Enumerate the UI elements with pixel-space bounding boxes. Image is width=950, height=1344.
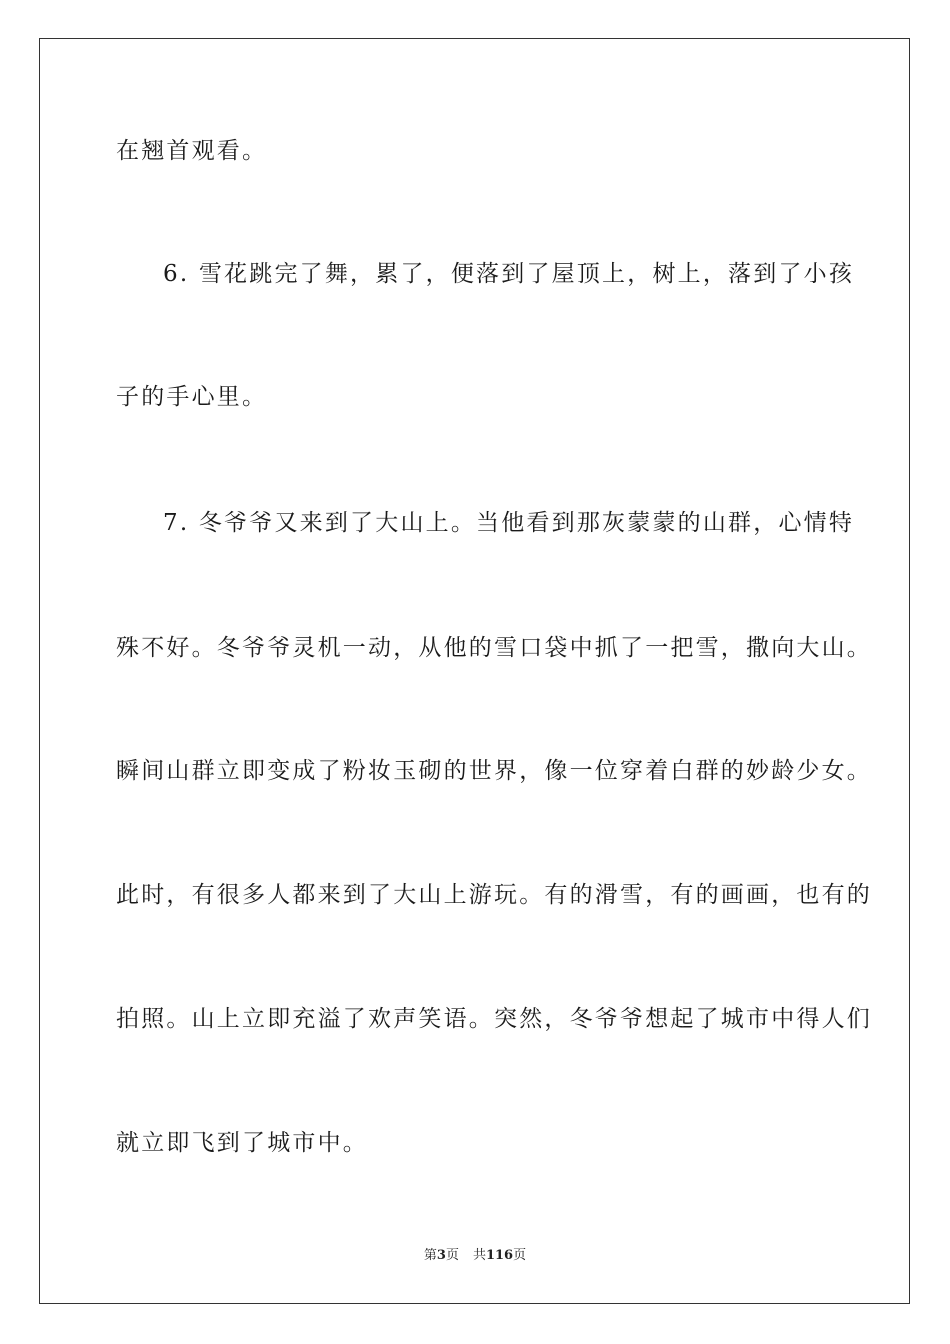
paragraph-line-2: 6. 雪花跳完了舞，累了，便落到了屋顶上，树上，落到了小孩	[163, 261, 855, 287]
total-pages: 116	[485, 1248, 514, 1263]
page-number: 3	[436, 1248, 446, 1263]
paragraph-line-1: 在翘首观看。	[116, 138, 268, 164]
paragraph-line-3: 子的手心里。	[116, 384, 268, 410]
paragraph-line-8: 拍照。山上立即充溢了欢声笑语。突然，冬爷爷想起了城市中得人们	[116, 1006, 872, 1032]
paragraph-line-9: 就立即飞到了城市中。	[116, 1130, 368, 1156]
page-prefix: 第	[423, 1248, 437, 1263]
page-footer	[0, 1247, 950, 1265]
page-border	[39, 38, 910, 1304]
total-prefix: 共	[472, 1248, 486, 1263]
total-suffix: 页	[513, 1248, 527, 1263]
paragraph-line-6: 瞬间山群立即变成了粉妆玉砌的世界，像一位穿着白群的妙龄少女。	[116, 758, 872, 784]
paragraph-line-5: 殊不好。冬爷爷灵机一动，从他的雪口袋中抓了一把雪，撒向大山。	[116, 635, 872, 661]
paragraph-line-4: 7. 冬爷爷又来到了大山上。当他看到那灰蒙蒙的山群，心情特	[163, 510, 855, 536]
page-suffix: 页	[445, 1248, 459, 1263]
paragraph-line-7: 此时，有很多人都来到了大山上游玩。有的滑雪，有的画画，也有的	[116, 882, 872, 908]
